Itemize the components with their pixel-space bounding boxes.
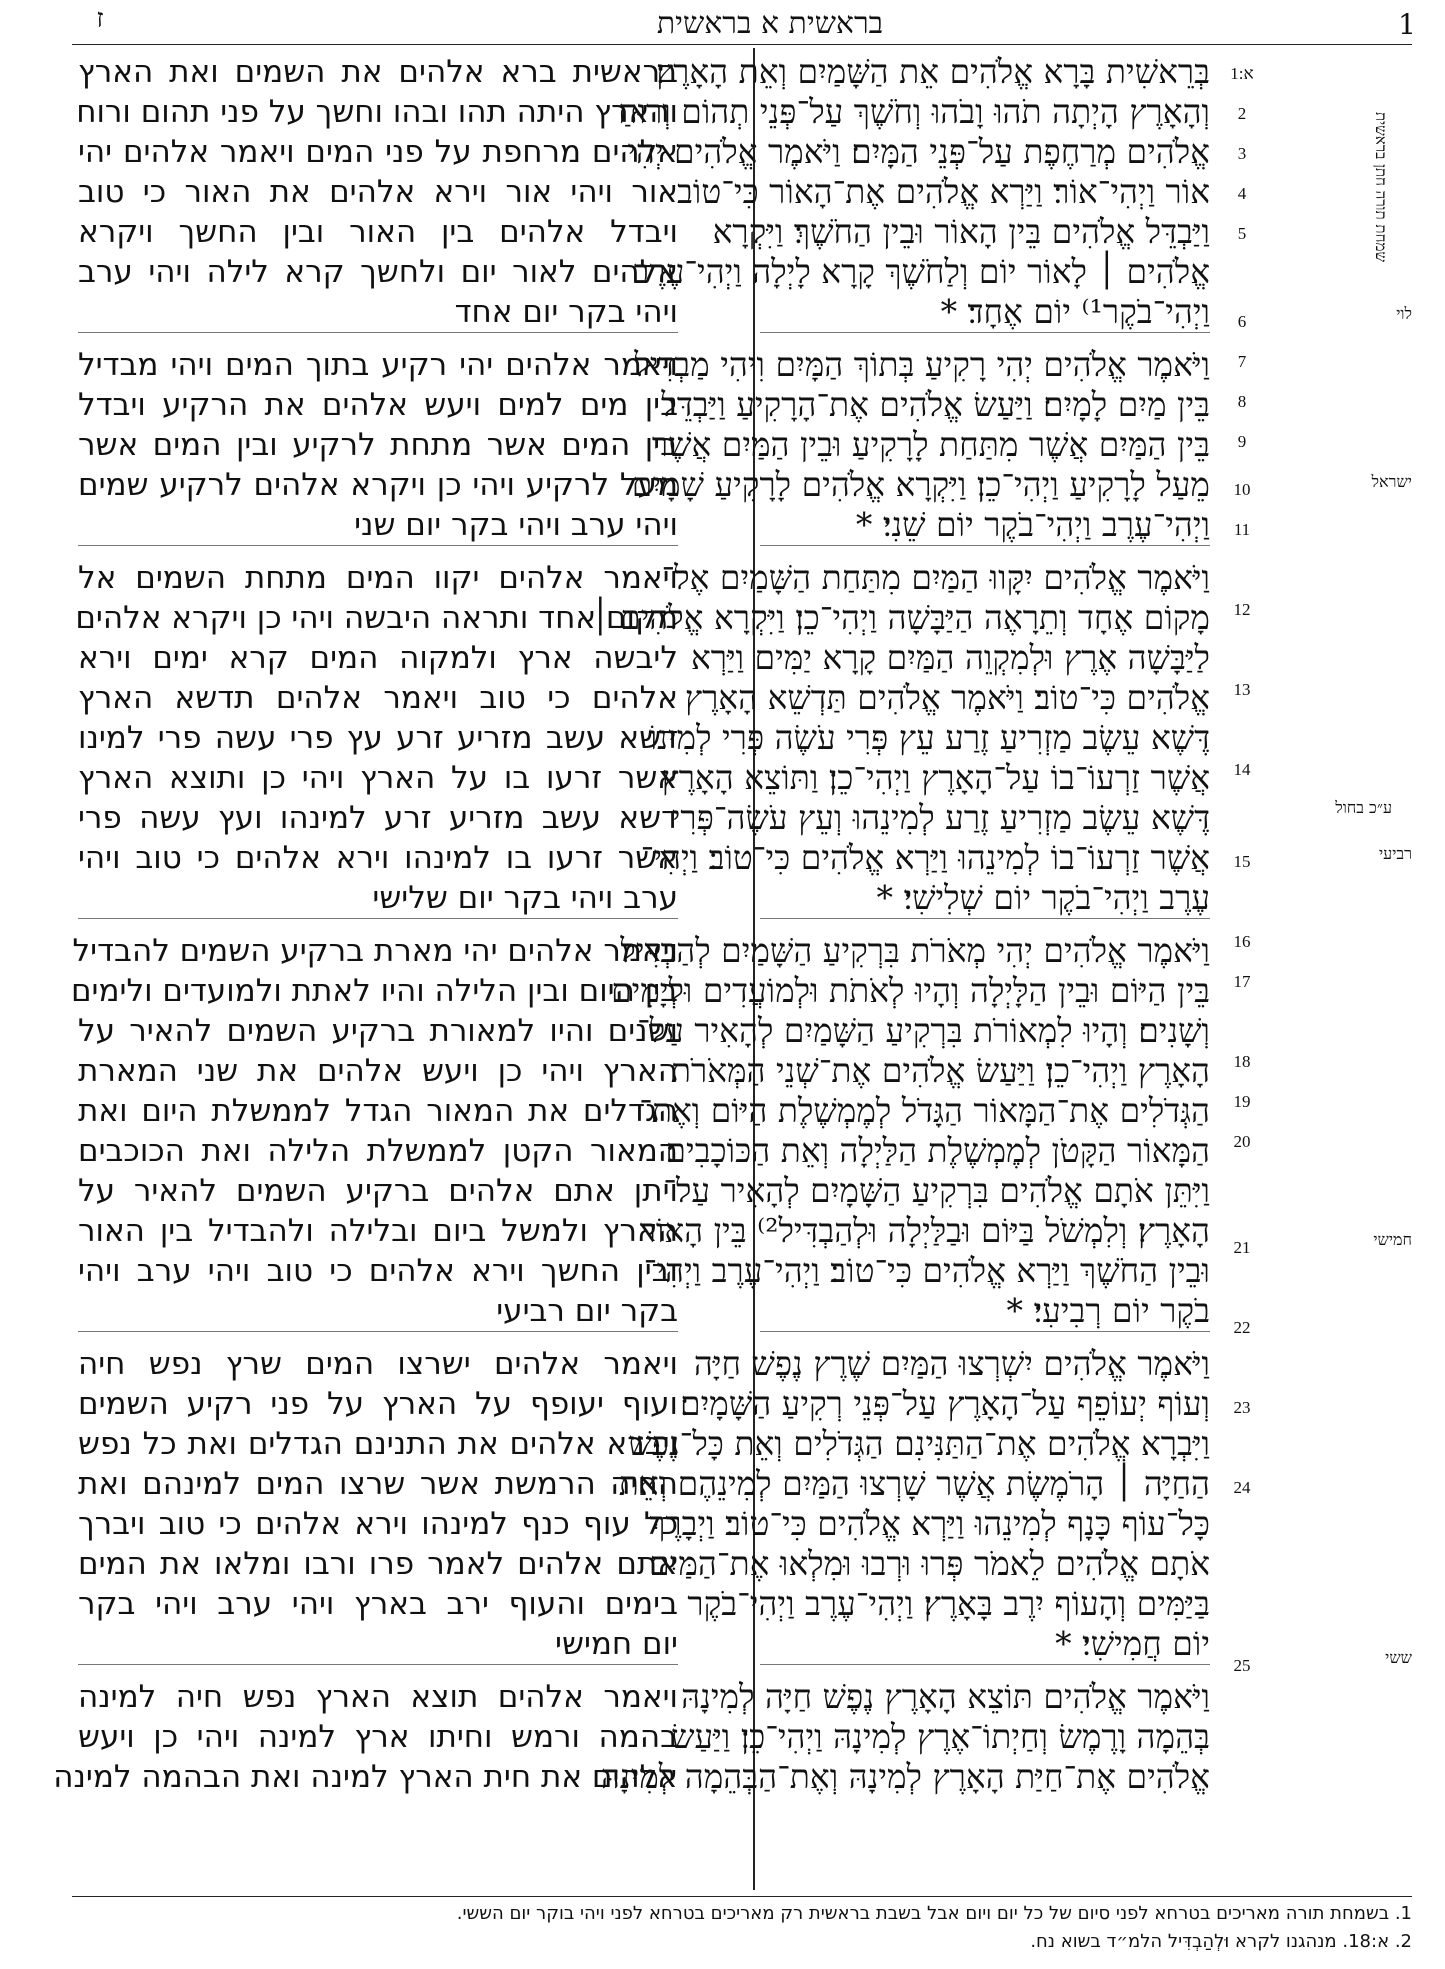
aliya-levi-label: לוי: [1396, 304, 1412, 323]
footnote-2: 2. א:18. מנהגנו לקרא וּלְהַבְדִּיל הלמ״ד בשוא נח.: [1030, 1931, 1412, 1952]
vocalized-paragraph: [618, 1344, 1210, 1665]
scribal-line: הארץ ולמשל ביום ובלילה ולהבדיל בין האור: [78, 1213, 678, 1249]
verse-number: 4: [1237, 184, 1247, 203]
vocalized-line: הַחַיָּה ׀ הָרֹמֶשֶׂת אֲשֶׁר שָׁרְצוּ הַמַּיִם לְמִינֵהֶם וְאֵת: [618, 1464, 1210, 1503]
scribal-line: אשר זרעו בו למינהו וירא אלהים כי טוב ויהי: [78, 840, 678, 876]
vocalized-paragraph: [600, 1677, 1210, 1797]
vocalized-paragraph: [618, 52, 1210, 333]
scribal-line: דשא עשב מזריע זרע למינהו ועץ עשה פרי: [78, 800, 678, 836]
vocalized-line: אֱלֹהִים כִּי־טוֹב׃ וַיֹּאמֶר אֱלֹהִים תַּדְשֵׁא הָאָרֶץ: [684, 678, 1210, 717]
vocalized-line: אֲשֶׁר זַרְעוֹ־בוֹ לְמִינֵהוּ וַיַּרְא אֱלֹהִים כִּי־טוֹב׃ וַיְהִי־: [640, 838, 1210, 877]
vocalized-line: הַמָּאוֹר הַקָּטֹן לְמֶמְשֶׁלֶת הַלַּיְלָה וְאֵת הַכּוֹכָבִים׃: [665, 1131, 1210, 1170]
verse-number: 7: [1237, 352, 1247, 371]
scribal-line: אלהים את חית הארץ למינה ואת הבהמה למינה: [53, 1759, 678, 1795]
verse-number: 19: [1233, 1092, 1251, 1111]
vocalized-line: וּבֵין הַחֹשֶׁךְ וַיַּרְא אֱלֹהִים כִּי־טוֹב׃ וַיְהִי־עֶרֶב וַיְהִי־: [643, 1251, 1210, 1290]
scribal-paragraph: [78, 1344, 678, 1665]
scribal-line: אלהים לאור יום ולחשך קרא לילה ויהי ערב: [78, 254, 678, 290]
verse-number: 6: [1237, 312, 1247, 331]
vocalized-line: וַיִּבְרָא אֱלֹהִים אֶת־הַתַּנִּינִם הַגְּדֹלִים וְאֵת כָּל־נֶפֶשׁ: [628, 1424, 1210, 1463]
verse-number: 15: [1233, 852, 1251, 871]
scribal-paragraph: [70, 931, 678, 1332]
vocalized-line: וַיֹּאמֶר אֱלֹהִים יִשְׁרְצוּ הַמַּיִם שֶׁרֶץ נֶפֶשׁ חַיָּה: [693, 1344, 1210, 1383]
page-header: [0, 0, 1445, 40]
haftara-note: ע״כ בחול: [1335, 798, 1392, 817]
scribal-line: ויאמר אלהים יהי רקיע בתוך המים ויהי מבדיל: [78, 347, 678, 383]
vocalized-line: בְּהֵמָה וָרֶמֶשׂ וְחַיְתוֹ־אֶרֶץ לְמִינָהּ וַיְהִי־כֵן׃ וַיַּעַשׂ: [671, 1717, 1210, 1756]
verse-number: 18: [1233, 1052, 1251, 1071]
vocalized-line: וְעוֹף יְעוֹפֵף עַל־הָאָרֶץ עַל־פְּנֵי רְקִיעַ הַשָּׁמָיִם׃: [680, 1384, 1210, 1423]
scribal-line: אתם אלהים לאמר פרו ורבו ומלאו את המים: [78, 1546, 678, 1582]
footnotes: [72, 1900, 1412, 1956]
vocalized-line: אֱלֹהִים אֶת־חַיַּת הָאָרֶץ לְמִינָהּ וְאֶת־הַבְּהֵמָה לְמִינָהּ: [600, 1757, 1210, 1796]
scribal-line: ויבדל אלהים בין האור ובין החשך ויקרא: [78, 214, 678, 250]
vocalized-line: מָקוֹם אֶחָד וְתֵרָאֶה הַיַּבָּשָׁה וַיְהִי־כֵן׃ וַיִּקְרָא אֱלֹהִים ׀: [590, 598, 1210, 637]
vocalized-line: וַיֹּאמֶר אֱלֹהִים יְהִי מְאֹרֹת בִּרְקִיעַ הַשָּׁמַיִם לְהַבְדִּיל: [620, 931, 1210, 970]
scribal-line: הארץ ויהי כן ויעש אלהים את שני המארת: [78, 1053, 678, 1089]
vocalized-line: וַיִּתֵּן אֹתָם אֱלֹהִים בִּרְקִיעַ הַשָּׁמָיִם לְהָאִיר עַל־: [663, 1171, 1210, 1210]
scribal-line: הגדלים את המאור הגדל לממשלת היום ואת: [78, 1093, 678, 1129]
simchat-torah-note: שמחת תורה חתן בראשית: [1372, 112, 1390, 262]
vocalized-line: מֵעַל לָרָקִיעַ וַיְהִי־כֵן׃ וַיִּקְרָא אֱלֹהִים לָרָקִיעַ שָׁמָיִם: [631, 465, 1210, 504]
verse-number: 5: [1237, 224, 1247, 243]
aliya-shishi-label: ששי: [1385, 1648, 1412, 1667]
scribal-line: בקר יום רביעי: [496, 1293, 678, 1329]
scribal-paragraph: [78, 52, 678, 333]
vocalized-line: וַיֹּאמֶר אֱלֹהִים יִקָּווּ הַמַּיִם מִתַּחַת הַשָּׁמַיִם אֶל־: [661, 558, 1210, 597]
vocalized-line: וַיְהִי־עֶרֶב וַיְהִי־בֹקֶר יוֹם שֵׁנִי׃ *: [855, 505, 1210, 544]
footnote-1: 1. בשמחת תורה מאריכים בטרחא לפני סיום של כל יום ויום אבל בשבת בראשית רק מאריכים בטרחא לפני ויהי בוקר יום הששי.: [456, 1903, 1412, 1924]
scribal-line: ויאמר אלהים ישרצו המים שרץ נפש חיה: [78, 1346, 678, 1382]
verse-number: 21: [1233, 1238, 1251, 1257]
scribal-line: אור ויהי אור וירא אלהים את האור כי טוב: [78, 174, 678, 210]
scribal-line: ויאמר אלהים תוצא הארץ נפש חיה למינה: [78, 1679, 678, 1715]
scribal-line: ויתן אתם אלהים ברקיע השמים להאיר על: [78, 1173, 678, 1209]
vocalized-line: בַּיַּמִּים וְהָעוֹף יִרֶב בָּאָרֶץ׃ וַיְהִי־עֶרֶב וַיְהִי־בֹקֶר: [687, 1584, 1210, 1623]
footnote-rule: [72, 1896, 1412, 1897]
vocalized-line: וַיַּבְדֵּל אֱלֹהִים בֵּין הָאוֹר וּבֵין הַחֹשֶׁךְ׃ וַיִּקְרָא: [712, 212, 1210, 251]
scribal-text-column: [53, 52, 678, 1809]
vocalized-line: אֱלֹהִים ׀ לָאוֹר יוֹם וְלַחֹשֶׁךְ קָרָא לָיְלָה וַיְהִי־עֶרֶב: [633, 252, 1210, 291]
page-number: 1: [1398, 8, 1416, 41]
scribal-line: ויאמר אלהים יקוו המים מתחת השמים אל: [78, 560, 678, 596]
vocalized-line: וַיְהִי־בֹקֶר¹⁾ יוֹם אֶחָד׃ *: [940, 292, 1210, 331]
scribal-line: ויברא אלהים את התנינם הגדלים ואת כל נפש: [78, 1426, 678, 1462]
vocalized-line: וְהָאָרֶץ הָיְתָה תֹהוּ וָבֹהוּ וְחֹשֶׁךְ עַל־פְּנֵי תְהוֹם וְרוּחַ: [618, 92, 1210, 131]
vocalized-text-column: [590, 52, 1210, 1809]
scribal-line: אלהים כי טוב ויאמר אלהים תדשא הארץ: [78, 680, 678, 716]
vocalized-line: בֵּין מַיִם לָמָיִם׃ וַיַּעַשׂ אֱלֹהִים אֶת־הָרָקִיעַ וַיַּבְדֵּל: [661, 385, 1210, 424]
scribal-line: מקום אחד ותראה היבשה ויהי כן ויקרא אלהים: [75, 600, 678, 636]
scribal-line: כל עוף כנף למינהו וירא אלהים כי טוב ויברך: [78, 1506, 678, 1542]
scribal-line: ושנים והיו למאורת ברקיע השמים להאיר על: [78, 1013, 678, 1049]
scribal-line: בימים והעוף ירב בארץ ויהי ערב ויהי בקר: [78, 1586, 678, 1622]
verse-number: 17: [1233, 972, 1251, 991]
scribal-line: ויאמר אלהים יהי מארת ברקיע השמים להבדיל: [72, 933, 678, 969]
vocalized-line: הָאָרֶץ׃ וְלִמְשֹׁל בַּיּוֹם וּבַלַּיְלָה וּלְהַבְדִּיל²⁾ בֵּין הָאוֹר: [639, 1211, 1210, 1250]
scribal-line: אלהים מרחפת על פני המים ויאמר אלהים יהי: [78, 134, 678, 170]
vocalized-paragraph: [631, 345, 1210, 546]
verse-number: 8: [1237, 392, 1247, 411]
scribal-line: בראשית ברא אלהים את השמים ואת הארץ: [78, 54, 678, 90]
vocalized-line: בֹקֶר יוֹם רְבִיעִי׃ *: [1006, 1291, 1210, 1330]
vocalized-line: בְּרֵאשִׁית בָּרָא אֱלֹהִים אֵת הַשָּׁמַיִם וְאֵת הָאָרֶץ׃: [655, 52, 1210, 91]
vocalized-line: אֱלֹהִים מְרַחֶפֶת עַל־פְּנֵי הַמָּיִם׃ וַיֹּאמֶר אֱלֹהִים יְהִי: [627, 132, 1210, 171]
scribal-line: אשר זרעו בו על הארץ ויהי כן ותוצא הארץ: [78, 760, 678, 796]
vocalized-line: דֶּשֶׁא עֵשֶׂב מַזְרִיעַ זֶרַע לְמִינֵהוּ וְעֵץ עֹשֶׂה־פְּרִי: [671, 798, 1210, 837]
verse-number: 16: [1233, 932, 1251, 951]
scribal-paragraph: [78, 345, 678, 546]
vocalized-line: וַיֹּאמֶר אֱלֹהִים יְהִי רָקִיעַ בְּתוֹךְ הַמָּיִם וִיהִי מַבְדִּיל: [634, 345, 1210, 384]
verse-number: 14: [1233, 760, 1251, 779]
header-rule: [72, 44, 1412, 45]
verse-number: 25: [1233, 1656, 1251, 1675]
scribal-line: ערב ויהי בקר יום שלישי: [372, 880, 678, 916]
vocalized-line: עֶרֶב וַיְהִי־בֹקֶר יוֹם שְׁלִישִׁי׃ *: [876, 878, 1210, 917]
verse-number: 20: [1233, 1132, 1251, 1151]
vocalized-line: בֵּין הַיּוֹם וּבֵין הַלָּיְלָה וְהָיוּ לְאֹתֹת וּלְמוֹעֲדִים וּלְיָמִים: [611, 971, 1210, 1010]
scribal-line: בין היום ובין הלילה והיו לאתת ולמועדים ולימים: [70, 973, 678, 1009]
verse-number: 1:א: [1230, 64, 1254, 83]
scribal-paragraph: [75, 558, 678, 919]
verse-number: 23: [1233, 1398, 1251, 1417]
verse-number: 2: [1237, 104, 1247, 123]
scribal-line: ועוף יעופף על הארץ על פני רקיע השמים: [78, 1386, 678, 1422]
aliya-chamishi-label: חמישי: [1373, 1230, 1412, 1249]
scribal-line: בהמה ורמש וחיתו ארץ למינה ויהי כן ויעש: [78, 1719, 678, 1755]
vocalized-line: יוֹם חֲמִישִׁי׃ *: [1055, 1624, 1210, 1663]
scribal-line: ובין החשך וירא אלהים כי טוב ויהי ערב ויהי: [78, 1253, 678, 1289]
scribal-line: דשא עשב מזריע זרע עץ פרי עשה פרי למינו: [78, 720, 678, 756]
scribal-line: החיה הרמשת אשר שרצו המים למינהם ואת: [78, 1466, 678, 1502]
scribal-line: ליבשה ארץ ולמקוה המים קרא ימים וירא: [78, 640, 678, 676]
verse-number: 24: [1233, 1478, 1251, 1497]
vocalized-line: הַגְּדֹלִים אֶת־הַמָּאוֹר הַגָּדֹל לְמֶמְשֶׁלֶת הַיּוֹם וְאֶת־: [639, 1091, 1210, 1130]
vocalized-line: וַיֹּאמֶר אֱלֹהִים תּוֹצֵא הָאָרֶץ נֶפֶשׁ חַיָּה לְמִינָהּ: [681, 1677, 1210, 1716]
scribal-line: יום חמישי: [555, 1626, 678, 1662]
vocalized-line: לַיַּבָּשָׁה אֶרֶץ וּלְמִקְוֵה הַמַּיִם קָרָא יַמִּים וַיַּרְא: [690, 638, 1210, 677]
scribal-line: בין מים למים ויעש אלהים את הרקיע ויבדל: [78, 387, 678, 423]
aliya-yisrael-label: ישראל: [1371, 472, 1412, 491]
scribal-paragraph: [53, 1677, 678, 1797]
scribal-line: ויהי בקר יום אחד: [454, 294, 678, 330]
vocalized-line: וְשָׁנִים׃ וְהָיוּ לִמְאוֹרֹת בִּרְקִיעַ הַשָּׁמַיִם לְהָאִיר עַל־: [637, 1011, 1210, 1050]
verse-number: 10: [1233, 480, 1251, 499]
vocalized-line: הָאָרֶץ וַיְהִי־כֵן׃ וַיַּעַשׂ אֱלֹהִים אֶת־שְׁנֵי הַמְּאֹרֹת: [670, 1051, 1210, 1090]
vocalized-line: דֶּשֶׁא עֵשֶׂב מַזְרִיעַ זֶרַע עֵץ פְּרִי עֹשֶׂה פְּרִי לְמִינוֹ: [648, 718, 1210, 757]
vocalized-line: אוֹר וַיְהִי־אוֹר׃ וַיַּרְא אֱלֹהִים אֶת־הָאוֹר כִּי־טוֹב: [677, 172, 1210, 211]
vocalized-paragraph: [590, 558, 1210, 919]
vocalized-line: אֹתָם אֱלֹהִים לֵאמֹר פְּרוּ וּרְבוּ וּמִלְאוּ אֶת־הַמַּיִם: [649, 1544, 1210, 1583]
scribal-line: והארץ היתה תהו ובהו וחשך על פני תהום ורוח: [76, 94, 678, 130]
verse-number: 9: [1237, 432, 1247, 451]
verse-number: 13: [1233, 680, 1251, 699]
verse-number: 11: [1233, 520, 1251, 539]
verse-number: 3: [1237, 144, 1247, 163]
vocalized-line: אֲשֶׁר זַרְעוֹ־בוֹ עַל־הָאָרֶץ וַיְהִי־כֵן׃ וַתּוֹצֵא הָאָרֶץ: [661, 758, 1210, 797]
vocalized-line: כָּל־עוֹף כָּנָף לְמִינֵהוּ וַיַּרְא אֱלֹהִים כִּי־טוֹב׃ וַיְבָרֶךְ: [649, 1504, 1210, 1543]
header-corner-mark: ז: [96, 4, 104, 34]
page-title: בראשית א בראשית: [656, 6, 884, 41]
scribal-line: בין המים אשר מתחת לרקיע ובין המים אשר: [78, 427, 678, 463]
verse-number: 22: [1233, 1318, 1251, 1337]
vocalized-paragraph: [611, 931, 1210, 1332]
scribal-line: ויהי ערב ויהי בקר יום שני: [354, 507, 678, 543]
vocalized-line: בֵּין הַמַּיִם אֲשֶׁר מִתַּחַת לָרָקִיעַ וּבֵין הַמַּיִם אֲשֶׁר: [651, 425, 1210, 464]
scribal-line: מעל לרקיע ויהי כן ויקרא אלהים לרקיע שמים: [78, 467, 678, 503]
aliya-revii-label: רביעי: [1378, 844, 1412, 863]
scribal-line: המאור הקטן לממשלת הלילה ואת הכוכבים: [78, 1133, 678, 1169]
verse-number: 12: [1233, 600, 1251, 619]
